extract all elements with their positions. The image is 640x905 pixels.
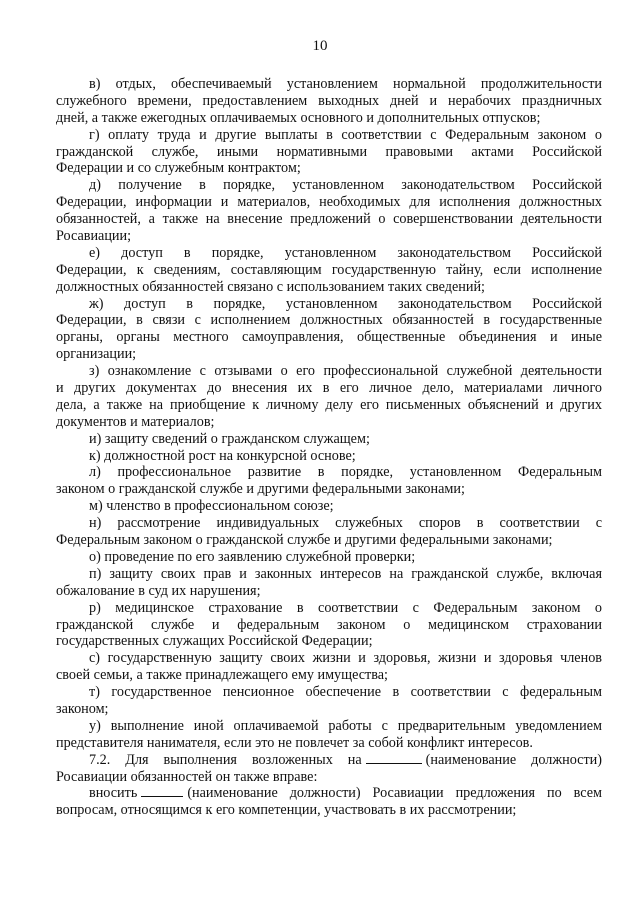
page-number: 10 [312,38,328,54]
text-line: дней, а также ежегодных оплачиваемых основного и дополнительных отпусков; [56,109,541,126]
text-line: государственных служащих Российской Федерации; [56,633,373,650]
text-line: д) получение в порядке, установленном законодательством Российской [89,177,602,194]
text-line: е) доступ в порядке, установленном законодательством Российской [89,244,602,261]
text-line: гражданской службе и федеральным законом о медицинском страховании [56,616,602,633]
clause-7-2-line [56,752,602,769]
text-line: Федерации, в связи с исполнением должностных обязанностей в государственные [56,312,602,329]
text-line: Росавиации; [56,228,132,245]
text-line: представителя нанимателя, если это не повлечет за собой конфликт интересов. [56,734,533,751]
text-line: м) членство в профессиональном союзе; [89,498,334,515]
text-line: Федерации, информации и материалов, необходимых для исполнения должностных [56,194,602,211]
text-line: и) защиту сведений о гражданском служащем; [89,430,370,447]
text-line: у) выполнение иной оплачиваемой работы с предварительным уведомлением [89,717,602,734]
text-line: к) должностной рост на конкурсной основе; [89,447,356,464]
text-line: законом; [56,700,109,717]
text-line: вопросам, относящимся к его компетенции, участвовать в их рассмотрении; [56,802,517,819]
text-line: гражданской службе, иными нормативными правовыми актами Российской [56,143,602,160]
text-line: л) профессиональное развитие в порядке, установленном Федеральным [89,464,602,481]
text-line: своей семьи, а также принадлежащего ему имущества; [56,667,388,684]
text-line: дела, а также на приобщение к личному делу его письменных объяснений и других [56,396,602,413]
text-line: Федерации и со служебным контрактом; [56,160,301,177]
text-line: Федеральным законом о гражданской службе и другими федеральными законами; [56,532,553,549]
text-line: документов и материалов; [56,413,215,430]
text-line: т) государственное пенсионное обеспечение в соответствии с федеральным [89,684,602,701]
text-line: п) защиту своих прав и законных интересов на гражданской службе, включая [89,565,602,582]
text-line: Федерации, к сведениям, составляющим государственную тайну, если исполнение [56,261,602,278]
text-line: органы, органы местного самоуправления, общественные объединения и иные [56,329,602,346]
text-line: ж) доступ в порядке, установленном законодательством Российской [89,295,602,312]
clause-7-2-text: 7.2. Для выполнения возложенных на [89,751,362,768]
vnosit-position-note: (наименование должности) Росавиации предложения по всем [187,785,602,802]
text-line: законом о гражданской службе и другими федеральными законами; [56,481,465,498]
text-line: р) медицинское страхование в соответствии с Федеральным законом о [89,599,602,616]
text-line: з) ознакомление с отзывами о его профессиональной служебной деятельности [89,363,602,380]
clause-7-2-position-note: (наименование должности) [425,751,602,768]
text-line: и других документах до внесения их в его личное дело, материалами личного [56,380,602,397]
fill-in-blank [366,762,422,764]
document-body [56,76,602,819]
vnosit-text: вносить [89,785,138,802]
text-line: должностных обязанностей связано с использованием таких сведений; [56,278,485,295]
text-line: организации; [56,346,137,363]
text-line: Росавиации обязанностей он также вправе: [56,768,318,785]
text-line: о) проведение по его заявлению служебной проверки; [89,548,416,565]
text-line: н) рассмотрение индивидуальных служебных споров в соответствии с [89,515,602,532]
text-line: обжалование в суд их нарушения; [56,582,261,599]
text-line: г) оплату труда и другие выплаты в соответствии с Федеральным законом о [89,126,602,143]
vnosit-line [56,785,602,802]
text-line: с) государственную защиту своих жизни и здоровья, жизни и здоровья членов [89,650,602,667]
fill-in-blank [141,795,183,797]
text-line: обязанностей, а также на внесение предложений о совершенствовании деятельности [56,211,602,228]
text-line: в) отдых, обеспечиваемый установлением нормальной продолжительности [89,76,602,92]
text-line: служебного времени, предоставлением выходных дней и нерабочих праздничных [56,92,602,109]
